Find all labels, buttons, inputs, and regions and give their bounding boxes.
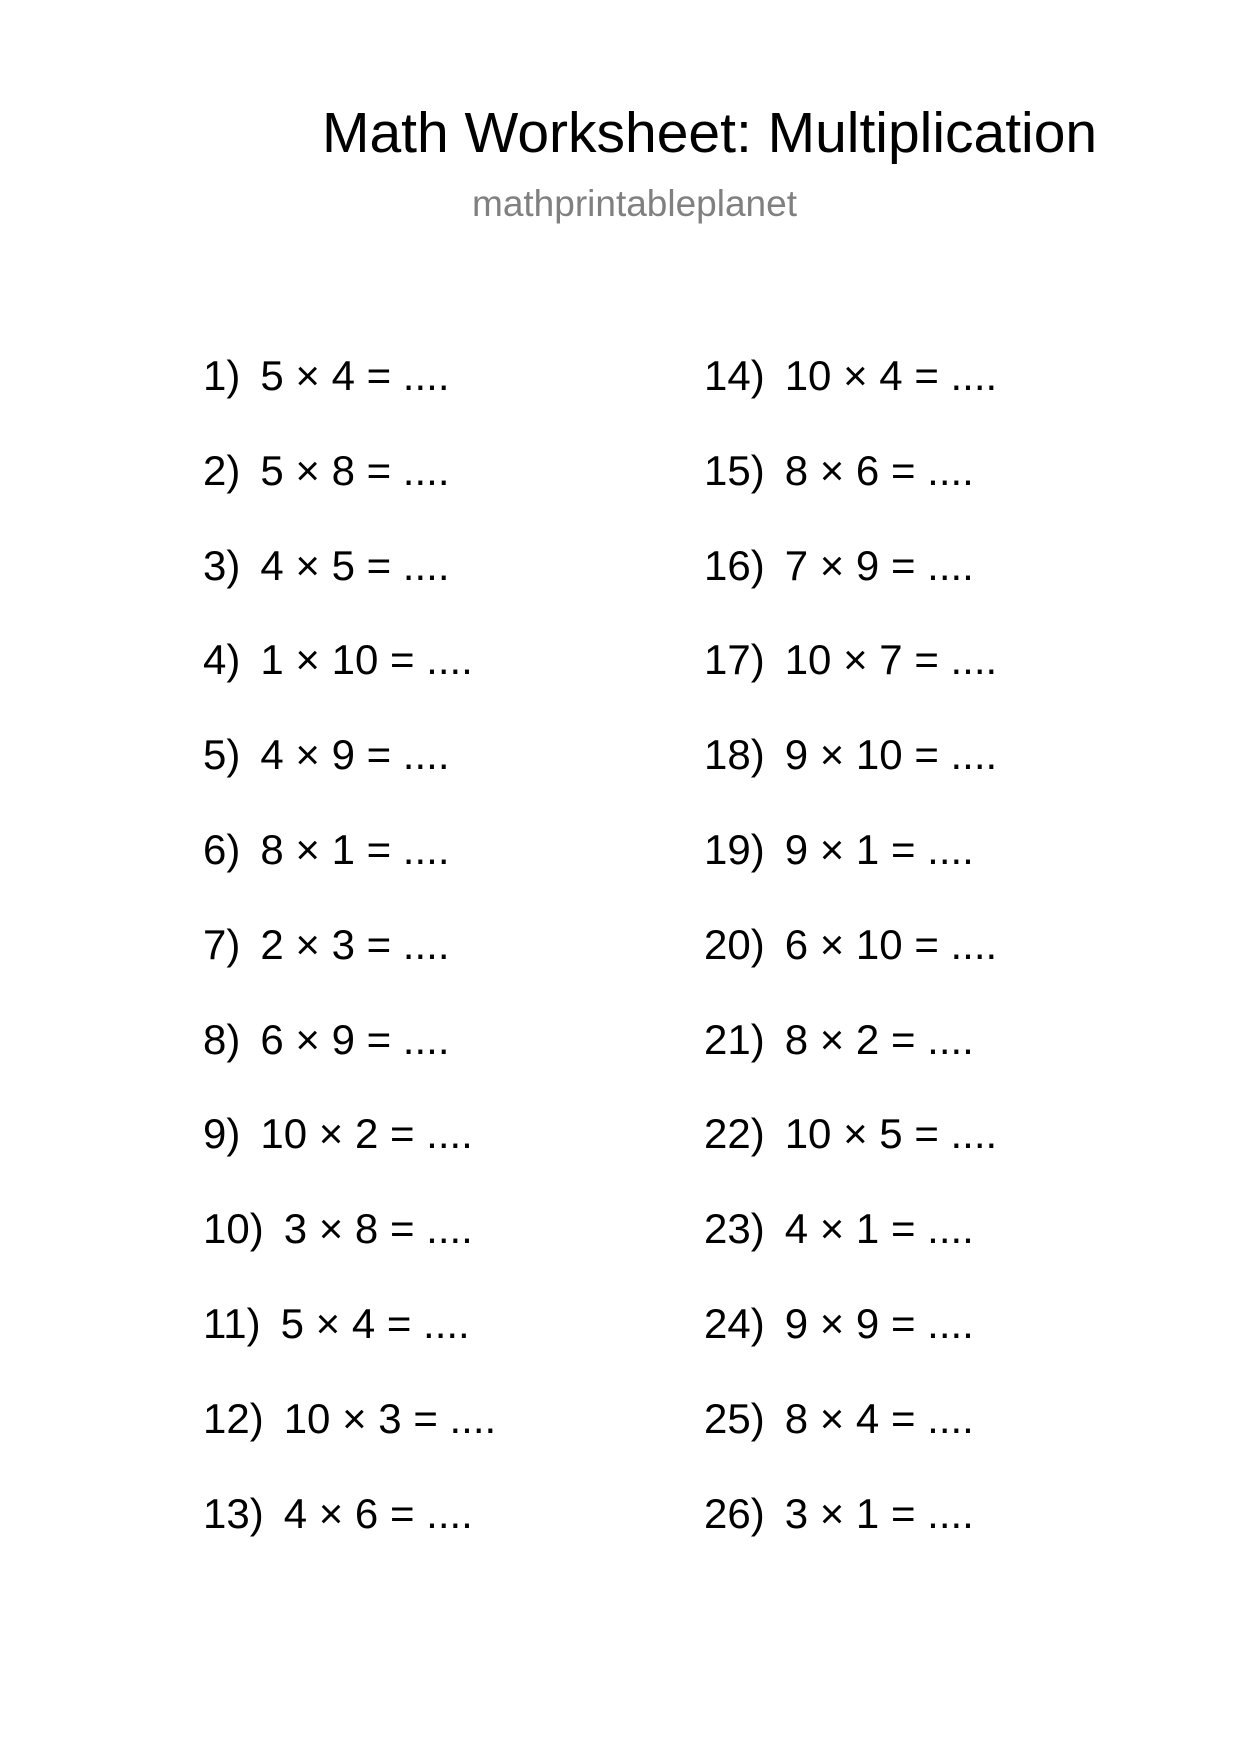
problem-item [203,1108,496,1203]
problem-item [203,445,496,540]
problem-expression: 8 × 1 = .... [260,825,450,873]
problem-expression: 10 × 4 = .... [784,352,998,399]
problem-expression: 4 × 9 = .... [260,731,450,779]
problem-item [704,634,997,729]
problem-number: 2) [203,446,241,494]
problem-number: 15) [704,446,765,494]
problem-number: 8) [203,1015,241,1063]
problem-number: 17) [704,636,765,684]
problem-expression: 5 × 8 = .... [260,446,450,494]
problem-item [704,919,997,1014]
problem-number: 24) [704,1299,765,1347]
problem-number: 26) [704,1489,765,1537]
problem-number: 16) [704,541,765,589]
problem-expression: 10 × 5 = .... [784,1110,998,1158]
problem-number: 14) [704,352,765,399]
problem-number: 3) [203,541,241,589]
problem-number: 19) [704,825,765,873]
problem-item [704,1298,997,1393]
problem-expression: 8 × 6 = .... [784,446,974,494]
problem-expression: 9 × 1 = .... [784,825,974,873]
problem-number: 1) [203,352,241,399]
problem-expression: 1 × 10 = .... [260,636,473,684]
problem-item [704,1014,997,1109]
problem-item [203,729,496,824]
problem-item [704,1393,997,1488]
problem-number: 7) [203,920,241,968]
problem-number: 13) [203,1489,264,1537]
problem-number: 25) [704,1394,765,1442]
page-subtitle: mathprintableplanet [472,183,797,224]
problem-expression: 8 × 2 = .... [784,1015,974,1063]
problem-item [704,824,997,919]
problem-expression: 8 × 4 = .... [784,1394,974,1442]
problem-number: 6) [203,825,241,873]
problem-item [203,1488,496,1583]
problem-expression: 10 × 7 = .... [784,636,998,684]
problem-item [203,919,496,1014]
problem-number: 10) [203,1205,264,1253]
problem-number: 18) [704,731,765,779]
problem-column-left [203,350,496,1582]
problem-number: 20) [704,920,765,968]
problem-number: 4) [203,636,241,684]
problem-item [704,1203,997,1298]
problem-expression: 4 × 1 = .... [784,1205,974,1253]
problem-item [203,1393,496,1488]
problem-item [203,350,496,445]
problem-item [203,540,496,635]
problem-item [203,634,496,729]
problem-item [203,1203,496,1298]
problem-number: 21) [704,1015,765,1063]
problem-item [704,1488,997,1583]
problem-item [203,824,496,919]
problem-expression: 7 × 9 = .... [784,541,974,589]
problem-expression: 4 × 6 = .... [283,1489,473,1537]
problem-item [203,1298,496,1393]
problem-expression: 2 × 3 = .... [260,920,450,968]
problem-expression: 3 × 8 = .... [283,1205,473,1253]
problem-expression: 4 × 5 = .... [260,541,450,589]
problem-expression: 9 × 9 = .... [784,1299,974,1347]
problem-expression: 5 × 4 = .... [260,352,450,399]
problem-expression: 3 × 1 = .... [784,1489,974,1537]
problem-item [704,540,997,635]
problem-expression: 10 × 3 = .... [283,1394,497,1442]
problem-expression: 10 × 2 = .... [260,1110,473,1158]
problem-number: 11) [203,1299,261,1347]
problem-item [704,1108,997,1203]
problem-number: 12) [203,1394,264,1442]
problem-number: 22) [704,1110,765,1158]
problem-number: 5) [203,731,241,779]
problem-number: 9) [203,1110,241,1158]
problem-item [704,445,997,540]
problem-expression: 5 × 4 = .... [280,1299,470,1347]
problem-expression: 9 × 10 = .... [784,731,998,779]
problem-item [203,1014,496,1109]
problem-column-right [704,350,997,1582]
problem-expression: 6 × 9 = .... [260,1015,450,1063]
problem-item [704,729,997,824]
problem-item [704,350,997,445]
page-title: Math Worksheet: Multiplication [322,101,1098,165]
problem-expression: 6 × 10 = .... [784,920,998,968]
problem-number: 23) [704,1205,765,1253]
